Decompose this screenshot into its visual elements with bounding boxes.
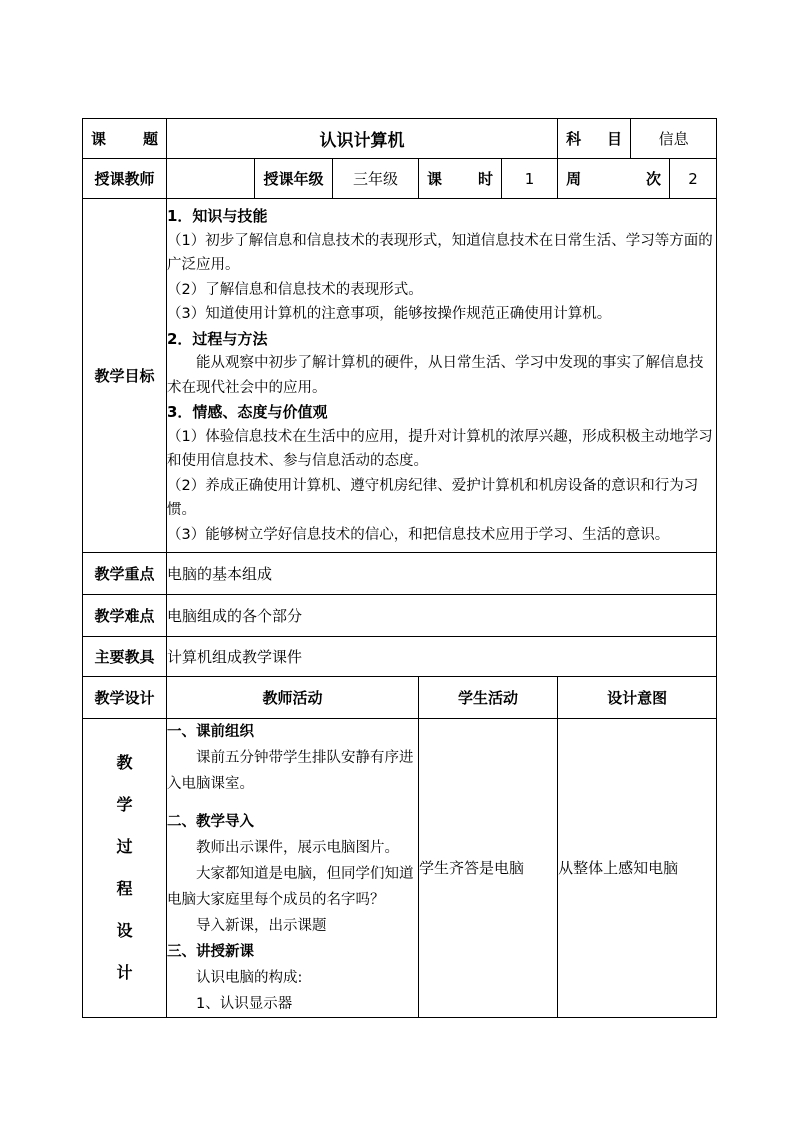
difficulties-value: 电脑组成的各个部分 xyxy=(167,595,717,637)
objective-item: （3）知道使用计算机的注意事项，能够按操作规范正确使用计算机。 xyxy=(167,306,612,322)
objectives-row xyxy=(83,199,717,553)
week-label-cell xyxy=(558,159,670,199)
objective-section-title: 2．过程与方法 xyxy=(167,329,268,348)
topic-label-cell xyxy=(83,119,167,159)
objective-item: （2）了解信息和信息技术的表现形式。 xyxy=(167,281,423,298)
teacher-activity-content xyxy=(167,719,419,1018)
process-step-title: 一、课前组织 xyxy=(167,724,254,740)
vertical-char: 计 xyxy=(116,963,133,982)
lesson-plan-table xyxy=(82,118,717,1018)
week-label: 周 次 xyxy=(566,170,662,188)
grade-value: 三年级 xyxy=(333,159,419,199)
spacer xyxy=(167,797,418,809)
design-header-row xyxy=(83,677,717,719)
key-points-row xyxy=(83,553,717,595)
course-value: 信息 xyxy=(631,119,717,159)
student-activity-header: 学生活动 xyxy=(419,677,558,719)
header-row-teacher xyxy=(83,159,717,199)
vertical-char: 过 xyxy=(116,837,133,856)
objective-item: 能从观察中初步了解计算机的硬件，从日常生活、学习中发现的事实了解信息技术在现代社会中的应用。 xyxy=(167,355,704,396)
hours-value: 1 xyxy=(502,159,558,199)
header-row-topic xyxy=(83,119,717,159)
tools-label: 主要教具 xyxy=(83,637,167,677)
grade-label: 授课年级 xyxy=(255,159,333,199)
objective-item: （2）养成正确使用计算机、遵守机房纪律、爱护计算机和机房设备的意识和行为习惯。 xyxy=(167,477,699,518)
design-intent-header: 设计意图 xyxy=(558,677,717,719)
teacher-value xyxy=(167,159,255,199)
vertical-char: 程 xyxy=(116,879,133,898)
design-label: 教学设计 xyxy=(83,677,167,719)
tools-row xyxy=(83,637,717,677)
vertical-char: 教 xyxy=(116,753,133,772)
process-step-text: 导入新课，出示课题 xyxy=(196,918,327,934)
key-points-label: 教学重点 xyxy=(83,553,167,595)
student-activity-content: 学生齐答是电脑 xyxy=(419,719,558,1018)
objective-item: （3）能够树立学好信息技术的信心，和把信息技术应用于学习、生活的意识。 xyxy=(167,526,670,543)
process-vertical-label xyxy=(83,719,167,1018)
process-step-text: 课前五分钟带学生排队安静有序进入电脑课室。 xyxy=(167,750,414,792)
course-label-cell xyxy=(558,119,631,159)
key-points-value: 电脑的基本组成 xyxy=(167,553,717,595)
vertical-char: 学 xyxy=(116,795,133,814)
teacher-activity-header: 教师活动 xyxy=(167,677,419,719)
process-step-text: 认识电脑的构成: xyxy=(196,970,303,986)
process-row xyxy=(83,719,717,1018)
objective-item: （1）体验信息技术在生活中的应用，提升对计算机的浓厚兴趣，形成积极主动地学习和使用信息技术、参与信息活动的态度。 xyxy=(167,428,713,469)
objectives-label: 教学目标 xyxy=(83,199,167,553)
vertical-char: 设 xyxy=(116,921,133,940)
week-value: 2 xyxy=(670,159,717,199)
process-step-text: 1、认识显示器 xyxy=(196,996,293,1012)
design-intent-content: 从整体上感知电脑 xyxy=(558,719,717,1018)
difficulties-label: 教学难点 xyxy=(83,595,167,637)
process-step-text: 教师出示课件，展示电脑图片。 xyxy=(196,840,399,856)
objective-item: （1）初步了解信息和信息技术的表现形式，知道信息技术在日常生活、学习等方面的广泛应用。 xyxy=(167,232,713,273)
topic-value: 认识计算机 xyxy=(167,119,558,159)
process-step-text: 大家都知道是电脑，但同学们知道电脑大家庭里每个成员的名字吗？ xyxy=(167,866,414,908)
teacher-label: 授课教师 xyxy=(83,159,167,199)
objectives-content xyxy=(167,199,717,553)
objective-section-title: 1．知识与技能 xyxy=(167,207,268,225)
hours-label-cell xyxy=(419,159,502,199)
difficulties-row xyxy=(83,595,717,637)
topic-label: 课 题 xyxy=(91,130,158,148)
process-step-title: 二、教学导入 xyxy=(167,814,254,830)
process-step-title: 三、讲授新课 xyxy=(167,944,254,960)
hours-label: 课 时 xyxy=(427,170,493,188)
objective-section-title: 3．情感、态度与价值观 xyxy=(167,403,328,421)
course-label: 科 目 xyxy=(566,130,623,148)
tools-value: 计算机组成教学课件 xyxy=(167,637,717,677)
